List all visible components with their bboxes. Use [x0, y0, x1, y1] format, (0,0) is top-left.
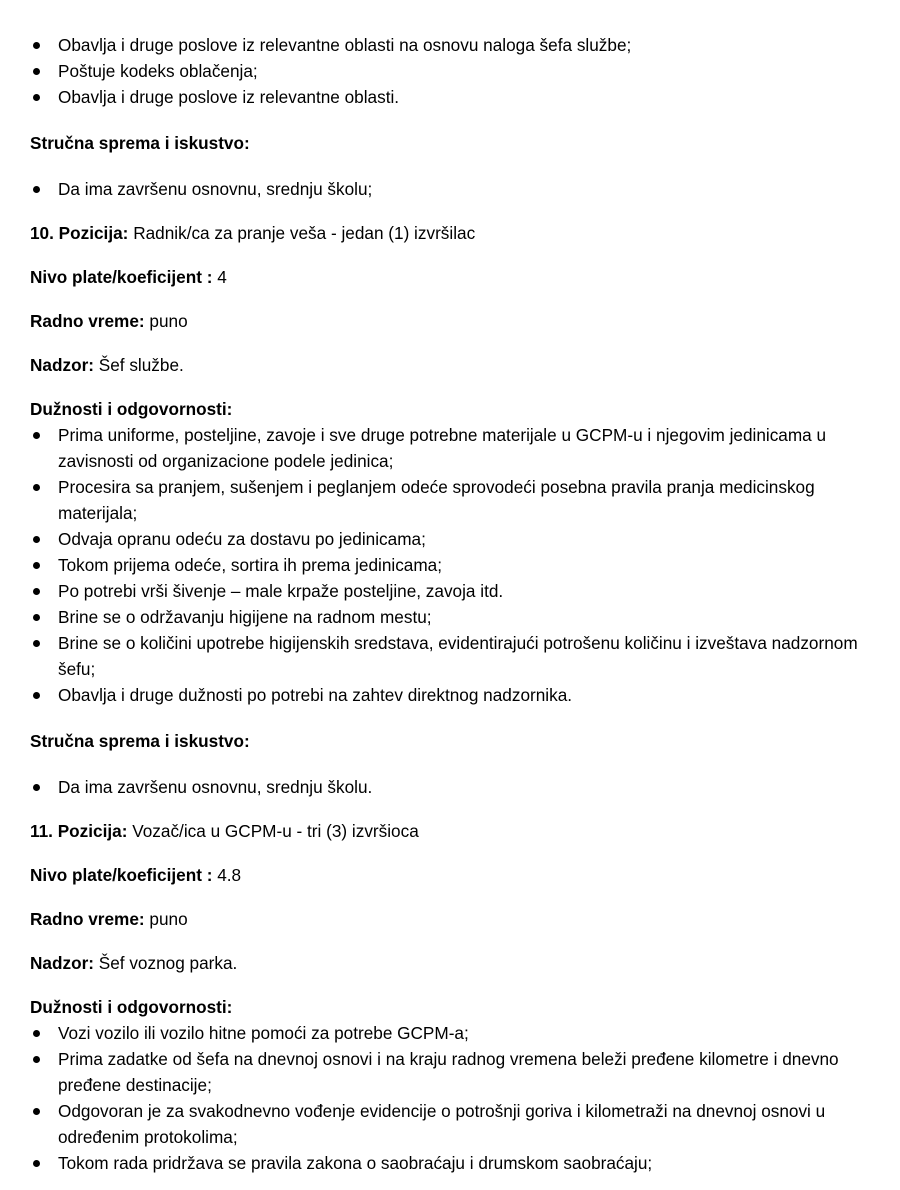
list-item: Da ima završenu osnovnu, srednju školu. — [30, 774, 880, 800]
position-value: Vozač/ica u GCPM-u - tri (3) izvršioca — [132, 821, 419, 841]
supervision-label: Nadzor: — [30, 355, 94, 375]
document-content — [30, 32, 880, 1176]
list-item: Odvaja opranu odeću za dostavu po jedinicama; — [30, 526, 880, 552]
intro-bullet-list — [30, 32, 880, 110]
working-hours-value: puno — [149, 909, 188, 929]
list-item: Tokom prijema odeće, sortira ih prema jedinicama; — [30, 552, 880, 578]
salary-level-label: Nivo plate/koeficijent : — [30, 865, 213, 885]
qualification-list — [30, 176, 880, 202]
list-item: Obavlja i druge dužnosti po potrebi na zahtev direktnog nadzornika. — [30, 682, 880, 708]
list-item: Vozi vozilo ili vozilo hitne pomoći za potrebe GCPM-a; — [30, 1020, 880, 1046]
qualification-heading-10: Stručna sprema i iskustvo: — [30, 731, 250, 751]
duties-heading-10: Dužnosti i odgovornosti: — [30, 399, 233, 419]
working-hours-label: Radno vreme: — [30, 311, 145, 331]
list-item: Da ima završenu osnovnu, srednju školu; — [30, 176, 880, 202]
list-item: Odgovoran je za svakodnevno vođenje evidencije o potrošnji goriva i kilometraži na dnevnoj osnovi u određenim protokolima; — [30, 1098, 880, 1150]
duties-heading-11: Dužnosti i odgovornosti: — [30, 997, 233, 1017]
position-10 — [30, 220, 880, 246]
duties-list-10 — [30, 422, 880, 708]
qualification-heading: Stručna sprema i iskustvo: — [30, 133, 250, 153]
working-hours-11 — [30, 906, 880, 932]
list-item: Prima uniforme, posteljine, zavoje i sve druge potrebne materijale u GCPM-u i njegovim jedinicama u zavisnosti od organizacione podele jedinica; — [30, 422, 880, 474]
salary-level-value: 4.8 — [217, 865, 242, 885]
list-item: Procesira sa pranjem, sušenjem i peglanjem odeće sprovodeći posebna pravila pranja medicinskog materijala; — [30, 474, 880, 526]
supervision-value: Šef voznog parka. — [98, 953, 238, 973]
supervision-label: Nadzor: — [30, 953, 94, 973]
salary-level-11 — [30, 862, 880, 888]
position-value: Radnik/ca za pranje veša - jedan (1) izvršilac — [133, 223, 476, 243]
qualification-list-10 — [30, 774, 880, 800]
list-item: Brine se o količini upotrebe higijenskih sredstava, evidentirajući potrošenu količinu i izveštava nadzornom šefu; — [30, 630, 880, 682]
supervision-10 — [30, 352, 880, 378]
working-hours-value: puno — [149, 311, 188, 331]
list-item: Prima zadatke od šefa na dnevnoj osnovi i na kraju radnog vremena beleži pređene kilometre i dnevno pređene destinacije; — [30, 1046, 880, 1098]
salary-level-value: 4 — [217, 267, 227, 287]
working-hours-10 — [30, 308, 880, 334]
supervision-value: Šef službe. — [98, 355, 184, 375]
list-item: Brine se o održavanju higijene na radnom mestu; — [30, 604, 880, 630]
position-11 — [30, 818, 880, 844]
salary-level-label: Nivo plate/koeficijent : — [30, 267, 213, 287]
list-item: Po potrebi vrši šivenje – male krpaže posteljine, zavoja itd. — [30, 578, 880, 604]
working-hours-label: Radno vreme: — [30, 909, 145, 929]
position-label: 11. Pozicija: — [30, 821, 128, 841]
list-item: Obavlja i druge poslove iz relevantne oblasti na osnovu naloga šefa službe; — [30, 32, 880, 58]
supervision-11 — [30, 950, 880, 976]
salary-level-10 — [30, 264, 880, 290]
list-item: Tokom rada pridržava se pravila zakona o saobraćaju i drumskom saobraćaju; — [30, 1150, 880, 1176]
duties-list-11 — [30, 1020, 880, 1176]
position-label: 10. Pozicija: — [30, 223, 129, 243]
list-item: Poštuje kodeks oblačenja; — [30, 58, 880, 84]
list-item: Obavlja i druge poslove iz relevantne oblasti. — [30, 84, 880, 110]
